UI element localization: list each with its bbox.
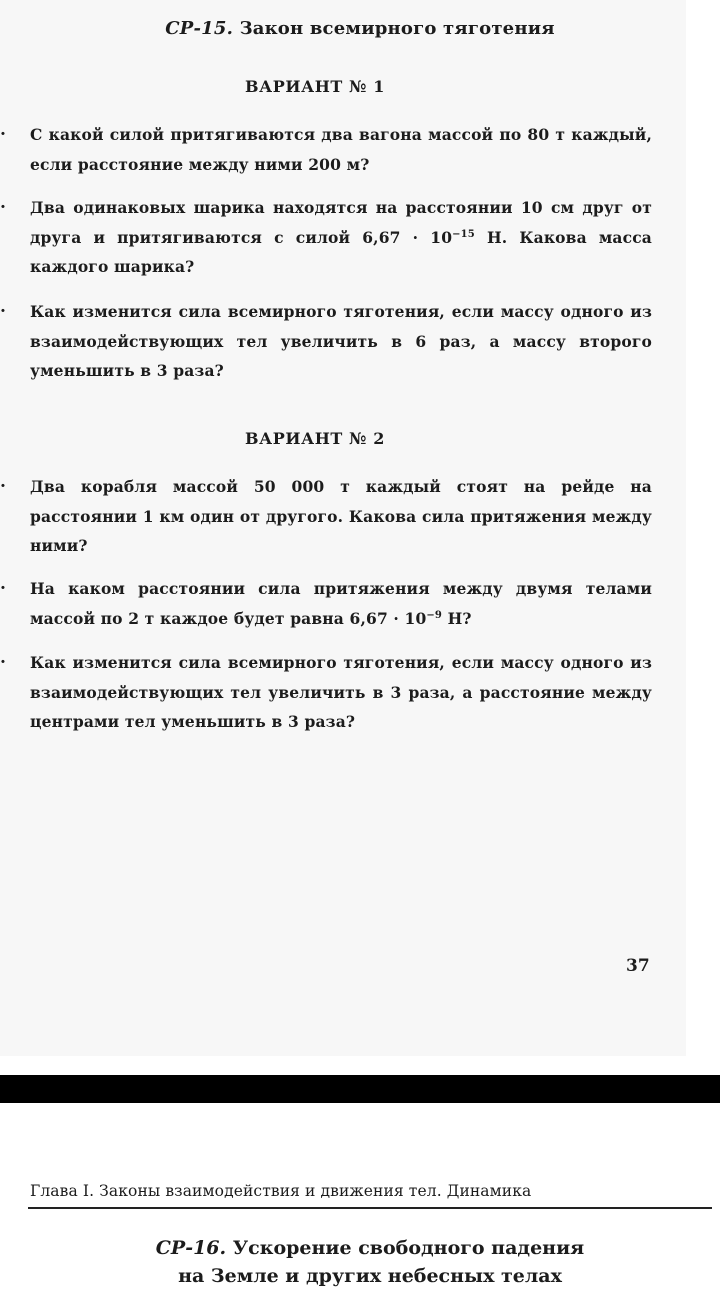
- problem-text: Как изменится сила всемирного тяготения, если массу одного из взаимодействующих тел увеличить в 3 раза, а расстояние между центрами тел уменьшить в 3 раза?: [30, 653, 652, 731]
- variant-2-heading: ВАРИАНТ № 2: [244, 429, 386, 448]
- header-rule: [28, 1207, 712, 1209]
- bullet: .: [0, 120, 6, 140]
- page-number: 37: [626, 956, 650, 976]
- bullet: .: [0, 193, 6, 213]
- bullet: .: [0, 648, 6, 668]
- next-page-title: [0, 1234, 720, 1290]
- title-line-2: на Земле и других небесных телах: [178, 1265, 562, 1287]
- problem-text: На каком расстоянии сила притяжения между двумя телами массой по 2 т каждое будет равна $6,67 \cdot 10^{-9}$ Н?: [30, 579, 652, 628]
- page-divider: [0, 1075, 720, 1103]
- exponent: −9: [426, 609, 443, 621]
- title-line-1: Ускорение свободного падения: [232, 1237, 585, 1259]
- problem-text: С какой силой притягиваются два вагона массой по 80 т каждый, если расстояние между ними 200 м?: [30, 125, 652, 174]
- bullet: .: [0, 297, 6, 317]
- bullet: .: [0, 472, 6, 492]
- problem-text: Как изменится сила всемирного тяготения, если массу одного из взаимодействующих тел увеличить в 6 раз, а массу второго уменьшить в 3 раза?: [30, 302, 652, 380]
- title-text: Закон всемирного тяготения: [239, 18, 555, 39]
- problem-text: Два корабля массой 50 000 т каждый стоят на рейде на расстоянии 1 км один от другого. Какова сила притяжения между ними?: [30, 477, 652, 555]
- title-code: СР-15.: [165, 18, 234, 39]
- chapter-header: Глава I. Законы взаимодействия и движения тел. Динамика: [30, 1182, 532, 1200]
- title-code: СР-16.: [155, 1237, 227, 1259]
- exponent: −15: [452, 228, 475, 240]
- problem-text: Два одинаковых шарика находятся на расстоянии 10 см друг от друга и притягиваются с силой $6,67 \cdot 10^{-15}$ Н. Какова масса каждого шарика?: [30, 198, 652, 276]
- page-title: [0, 18, 720, 39]
- bullet: .: [0, 574, 6, 594]
- variant-1-heading: ВАРИАНТ № 1: [244, 77, 386, 96]
